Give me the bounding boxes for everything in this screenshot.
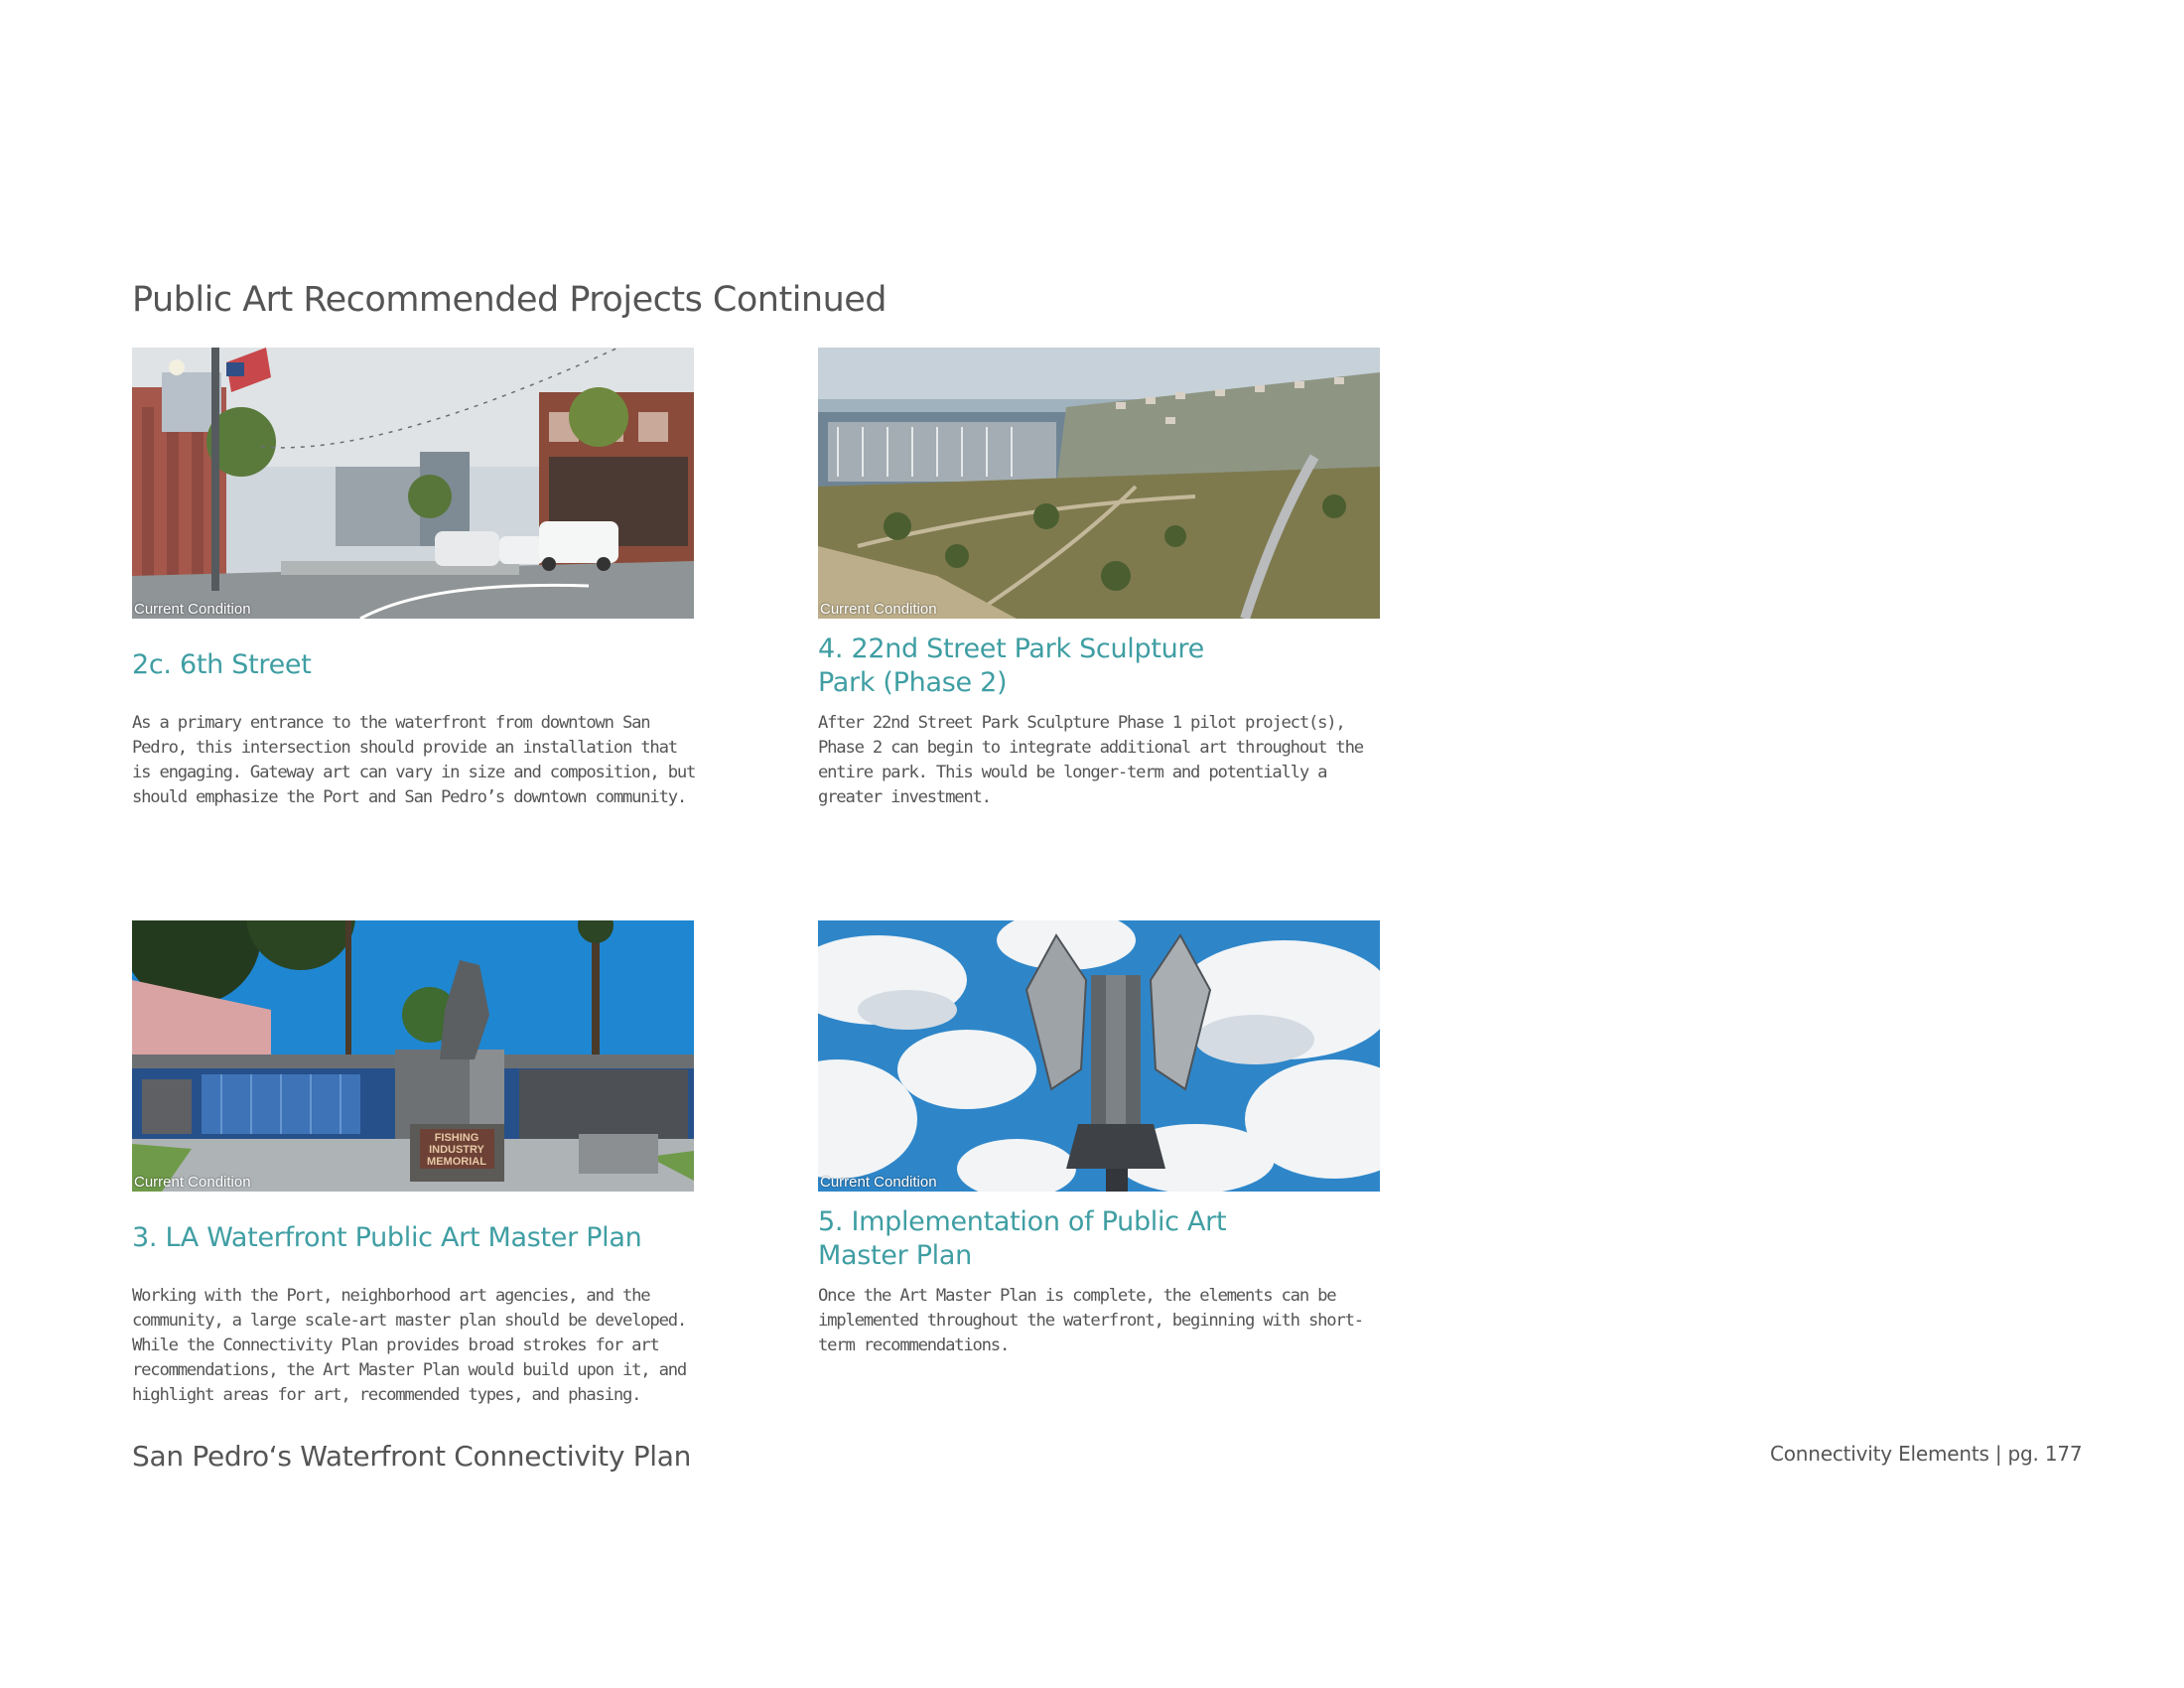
photo-fishing-industry-memorial bbox=[132, 920, 694, 1192]
project-card-la-waterfront-master-plan bbox=[132, 920, 694, 1417]
project-heading: 5. Implementation of Public Art Master Plan bbox=[818, 1206, 1227, 1271]
image-caption: Current Condition bbox=[134, 601, 251, 618]
project-heading: 3. LA Waterfront Public Art Master Plan bbox=[132, 1222, 642, 1253]
image-caption: Current Condition bbox=[820, 601, 937, 618]
project-description: As a primary entrance to the waterfront from downtown San Pedro, this intersection should provide an installation that is engaging. Gateway art can vary in size and composition, but should emphasize the Port and San Pedro’s downtown community. bbox=[132, 713, 696, 807]
project-card-22nd-street-park bbox=[818, 348, 1380, 807]
project-heading: 4. 22nd Street Park Sculpture Park (Phase 2) bbox=[818, 633, 1204, 698]
photo-sculpture-sky bbox=[818, 920, 1380, 1192]
image-caption: Current Condition bbox=[134, 1174, 251, 1191]
photo-22nd-street-park bbox=[818, 348, 1380, 619]
svg-text:FISHING: FISHING bbox=[434, 1132, 479, 1144]
svg-text:INDUSTRY: INDUSTRY bbox=[429, 1144, 484, 1156]
project-description: Working with the Port, neighborhood art agencies, and the community, a large scale-art master plan should be developed. While the Connectivity Plan provides broad strokes for art recommendations, the Art Master Plan would build upon it, and highlight areas for art, recommended types, and phasing. bbox=[132, 1286, 687, 1405]
page-number-footer: Connectivity Elements | pg. 177 bbox=[1770, 1442, 2083, 1466]
svg-text:MEMORIAL: MEMORIAL bbox=[427, 1156, 486, 1168]
document-title-footer: San Pedro‘s Waterfront Connectivity Plan bbox=[132, 1440, 692, 1473]
project-card-implementation bbox=[818, 920, 1380, 1367]
image-caption: Current Condition bbox=[820, 1174, 937, 1191]
project-description: After 22nd Street Park Sculpture Phase 1 pilot project(s), Phase 2 can begin to integrate additional art throughout the entire park. This would be longer-term and potentially a greater investment. bbox=[818, 713, 1363, 807]
project-description: Once the Art Master Plan is complete, the elements can be implemented throughout the waterfront, beginning with short-term recommendations. bbox=[818, 1286, 1363, 1355]
photo-6th-street bbox=[132, 348, 694, 619]
project-card-6th-street bbox=[132, 348, 694, 824]
project-heading: 2c. 6th Street bbox=[132, 649, 312, 680]
page-title: Public Art Recommended Projects Continued bbox=[132, 280, 887, 320]
